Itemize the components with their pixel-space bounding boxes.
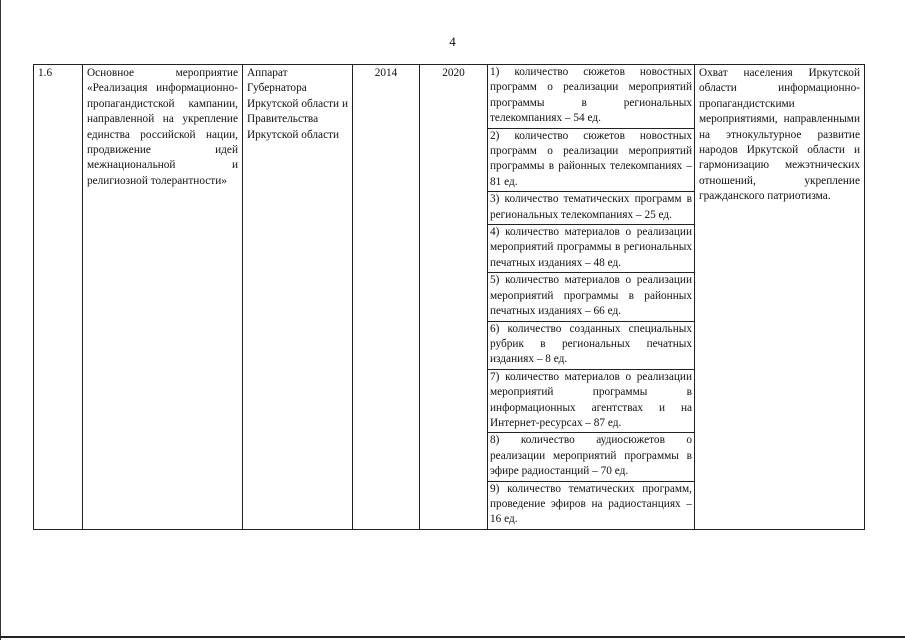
indicator-item: 8) количество аудиосюжетов о реализации мероприятий программы в эфире радиостанций – 70 ед. — [488, 433, 694, 481]
start-year: 2014 — [353, 65, 420, 530]
indicator-item: 7) количество материалов о реализации мероприятий программы в информационных агентствах и на Интернет-ресурсах – 87 ед. — [488, 370, 694, 434]
indicator-item: 5) количество материалов о реализации мероприятий программы в районных печатных изданиях – 66 ед. — [488, 273, 694, 321]
indicators-cell — [488, 65, 695, 530]
row-code: 1.6 — [34, 65, 83, 530]
indicator-item: 9) количество тематических программ, проведение эфиров на радиостанциях – 16 ед. — [490, 482, 692, 526]
expected-result: Охват населения Иркутской области информационно-пропагандистскими мероприятиями, направленными на этнокультурное развитие народов Иркутской области и гармонизацию межэтнических отношений, укрепление гражданского патриотизма. — [695, 65, 865, 530]
indicator-item: 2) количество сюжетов новостных программ о реализации мероприятий программы в районных телекомпаниях – 81 ед. — [488, 129, 694, 193]
executor: Аппарат Губернатора Иркутской области и Правительства Иркутской области — [243, 65, 353, 530]
indicator-item: 4) количество материалов о реализации мероприятий программы в региональных печатных изданиях – 48 ед. — [488, 225, 694, 273]
page-bottom-rule — [0, 636, 905, 638]
end-year: 2020 — [420, 65, 488, 530]
table-row — [34, 65, 865, 530]
page-number: 4 — [449, 34, 456, 49]
indicator-item: 3) количество тематических программ в региональных телекомпаниях – 25 ед. — [488, 192, 694, 225]
program-table — [33, 64, 865, 530]
page-left-edge — [0, 0, 1, 640]
indicator-item: 6) количество созданных специальных рубрик в региональных печатных изданиях – 8 ед. — [488, 322, 694, 370]
event-name: Основное мероприятие «Реализация информационно-пропагандистской кампании, направленной на укрепление единства российской нации, продвижение идей межнациональной и религиозной толерантности» — [83, 65, 243, 530]
indicator-item: 1) количество сюжетов новостных программ о реализации мероприятий программы в региональных телекомпаниях – 54 ед. — [488, 65, 694, 129]
